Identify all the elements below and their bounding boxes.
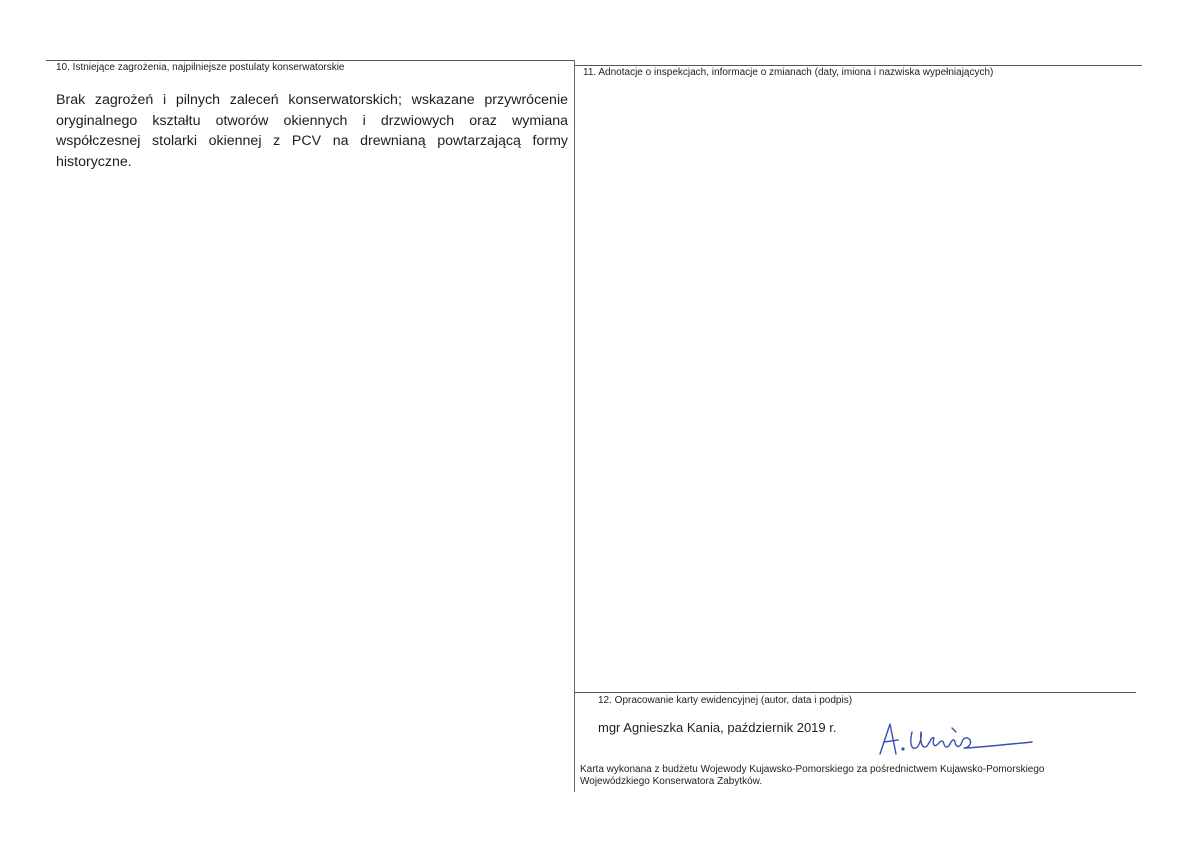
funding-footnote: Karta wykonana z budżetu Wojewody Kujawsko-Pomorskiego za pośrednictwem Kujawsko-Pomorskiego Wojewódzkiego Konserwatora Zabytków. (580, 764, 1045, 787)
column-divider (574, 60, 575, 792)
section11-header: 11. Adnotacje o inspekcjach, informacje o zmianach (daty, imiona i nazwiska wypełniających) (583, 67, 994, 78)
section12-header: 12. Opracowanie karty ewidencyjnej (autor, data i podpis) (598, 695, 853, 706)
top-rule-right (574, 65, 1142, 66)
section10-body: Brak zagrożeń i pilnych zaleceń konserwatorskich; wskazane przywrócenie oryginalnego kształtu otworów okiennych i drzwiowych oraz wymiana współczesnej stolarki okiennej z PCV na drewnianą powtarzającą formy historyczne. (56, 92, 568, 170)
author-line: mgr Agnieszka Kania, październik 2019 r. (598, 720, 837, 735)
top-rule-left (46, 60, 574, 61)
section10-header: 10. Istniejące zagrożenia, najpilniejsze postulaty konserwatorskie (56, 62, 345, 73)
section12-rule (574, 692, 1136, 693)
signature-image (872, 718, 1042, 760)
